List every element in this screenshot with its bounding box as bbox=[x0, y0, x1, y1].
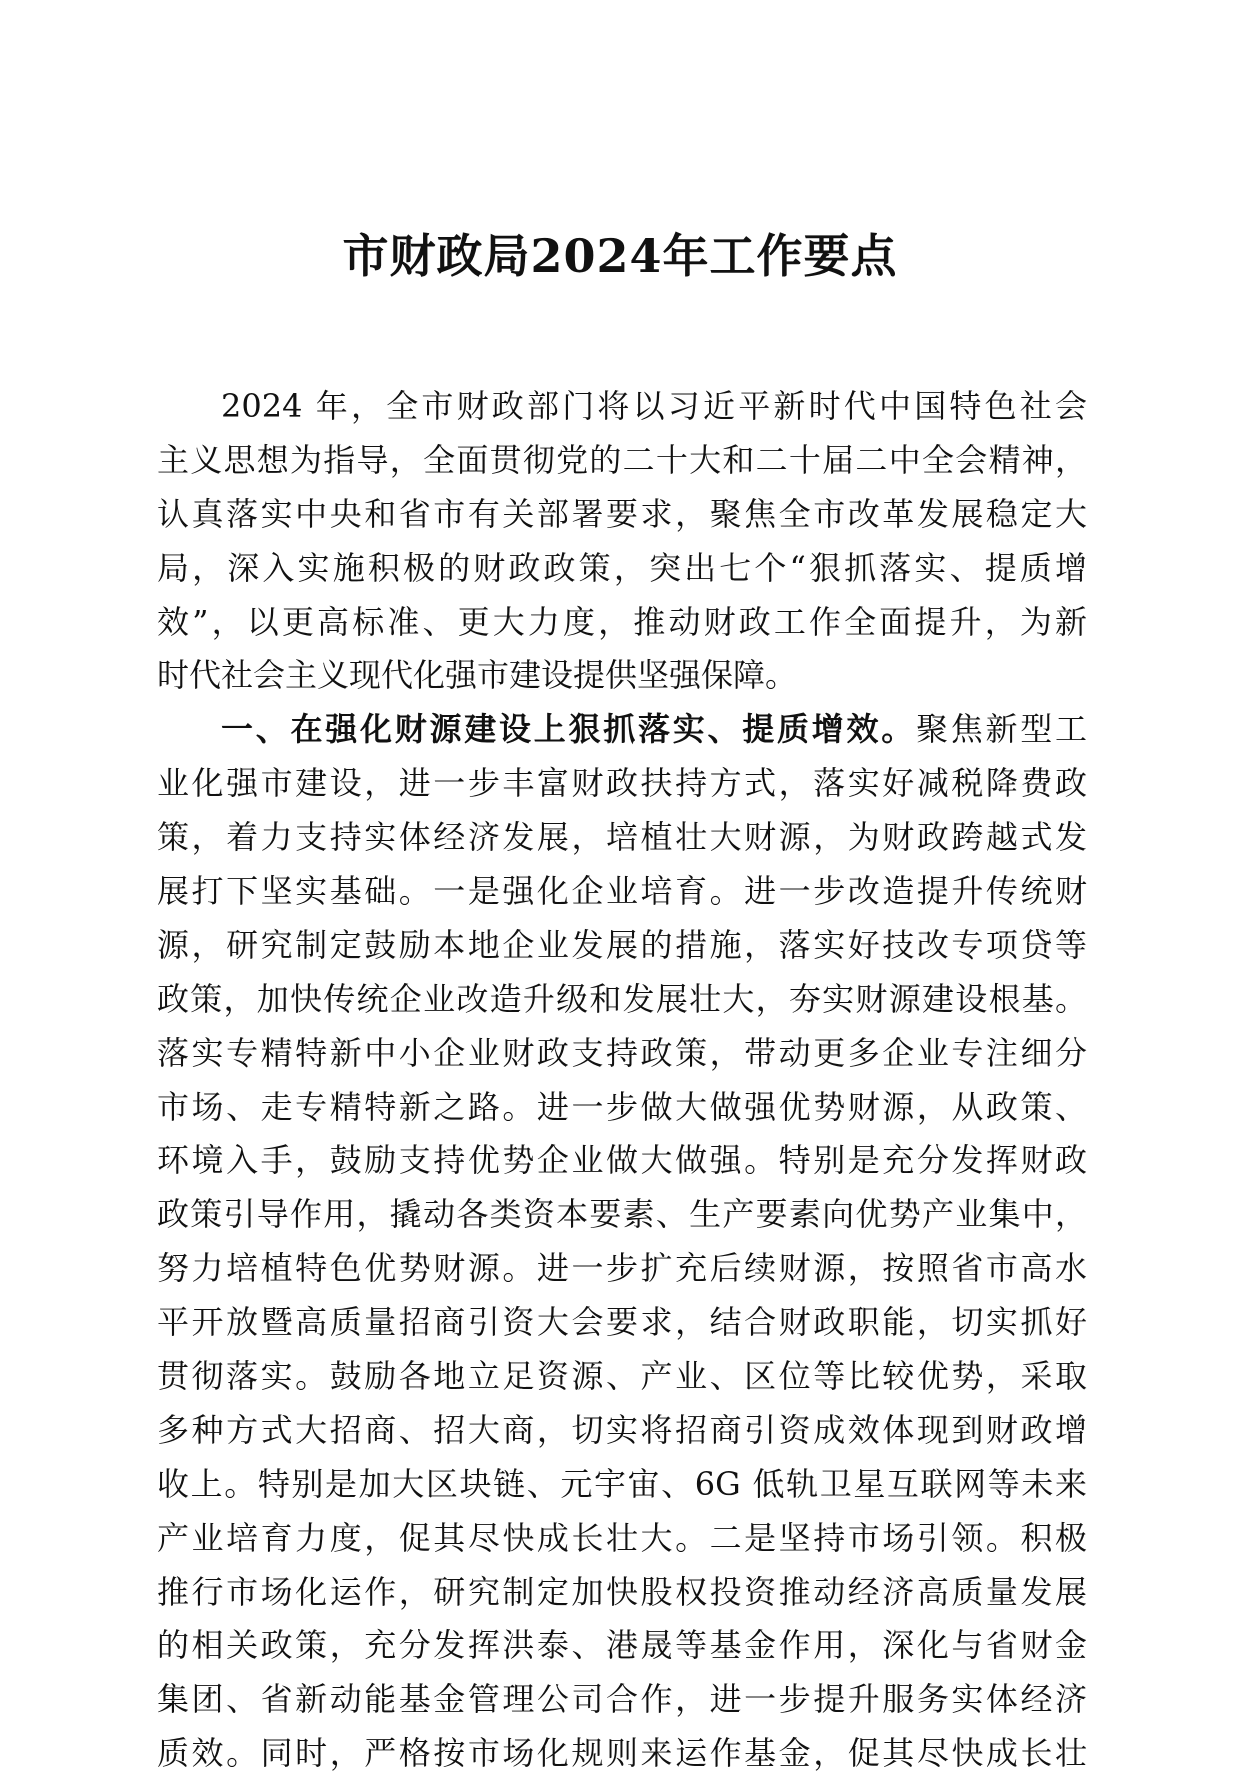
text-line: 多种方式大招商、招大商，切实将招商引资成效体现到财政增 bbox=[157, 1410, 1087, 1449]
text-line: 业化强市建设，进一步丰富财政扶持方式，落实好减税降费政 bbox=[157, 764, 1087, 803]
text-line: 环境入手，鼓励支持优势企业做大做强。特别是充分发挥财政 bbox=[157, 1141, 1087, 1180]
text-line: 效”，以更高标准、更大力度，推动财政工作全面提升，为新 bbox=[157, 602, 1087, 641]
text-line: 主义思想为指导，全面贯彻党的二十大和二十届二中全会精神， bbox=[157, 440, 1087, 479]
text-line: 认真落实中央和省市有关部署要求，聚焦全市改革发展稳定大 bbox=[157, 494, 1087, 533]
text-line: 推行市场化运作，研究制定加快股权投资推动经济高质量发展 bbox=[157, 1572, 1087, 1611]
text-line: 时代社会主义现代化强市建设提供坚强保障。 bbox=[157, 656, 798, 695]
text-line: 政策，加快传统企业改造升级和发展壮大，夯实财源建设根基。 bbox=[157, 979, 1087, 1018]
text-line: 政策引导作用，撬动各类资本要素、生产要素向优势产业集中， bbox=[157, 1195, 1087, 1234]
text-line: 平开放暨高质量招商引资大会要求，结合财政职能，切实抓好 bbox=[157, 1303, 1087, 1342]
text-line: 产业培育力度，促其尽快成长壮大。二是坚持市场引领。积极 bbox=[157, 1518, 1087, 1557]
text-line: 的相关政策，充分发挥洪泰、港晟等基金作用，深化与省财金 bbox=[157, 1626, 1087, 1665]
page-title: 市财政局2024年工作要点 bbox=[342, 229, 898, 283]
paragraph-section-1 bbox=[157, 703, 1087, 1781]
text-line: 展打下坚实基础。一是强化企业培育。进一步改造提升传统财 bbox=[157, 872, 1087, 911]
text-line: 落实专精特新中小企业财政支持政策，带动更多企业专注细分 bbox=[157, 1033, 1087, 1072]
text-line: 2024 年，全市财政部门将以习近平新时代中国特色社会 bbox=[221, 387, 1087, 425]
text-line: 质效。同时，严格按市场化规则来运作基金，促其尽快成长壮 bbox=[157, 1734, 1087, 1773]
text-line: 局，深入实施积极的财政政策，突出七个“狠抓落实、提质增 bbox=[157, 548, 1087, 587]
text-line: 集团、省新动能基金管理公司合作，进一步提升服务实体经济 bbox=[157, 1680, 1087, 1719]
text-line: 贯彻落实。鼓励各地立足资源、产业、区位等比较优势，采取 bbox=[157, 1357, 1087, 1396]
text-line: 努力培植特色优势财源。进一步扩充后续财源，按照省市高水 bbox=[157, 1249, 1087, 1288]
paragraph-intro bbox=[157, 380, 1087, 703]
document-body bbox=[157, 380, 1087, 1781]
text-line: 源，研究制定鼓励本地企业发展的措施，落实好技改专项贷等 bbox=[157, 925, 1087, 964]
section-heading: 一、在强化财源建设上狠抓落实、提质增效。 bbox=[221, 710, 916, 749]
text-line: 策，着力支持实体经济发展，培植壮大财源，为财政跨越式发 bbox=[157, 818, 1087, 857]
text-line: 市场、走专精特新之路。进一步做大做强优势财源，从政策、 bbox=[157, 1087, 1087, 1126]
text-line: 收上。特别是加大区块链、元宇宙、6G 低轨卫星互联网等未来 bbox=[157, 1464, 1087, 1503]
text-run: 聚焦新型工 bbox=[915, 710, 1087, 749]
text-line bbox=[157, 703, 1087, 757]
